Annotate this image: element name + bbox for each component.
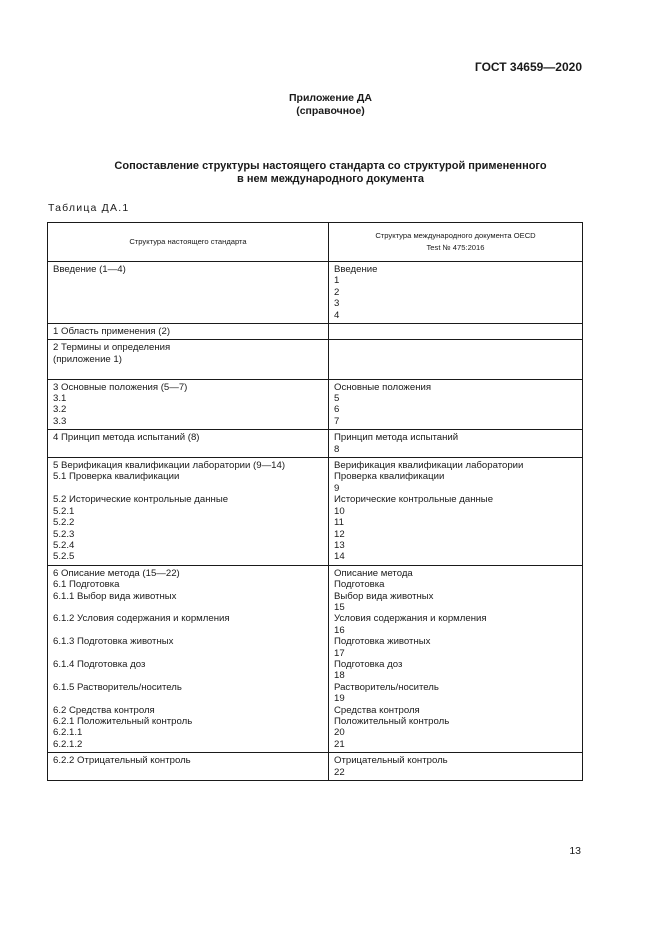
cell-line xyxy=(53,275,323,286)
section-title-line-1: Сопоставление структуры настоящего стандарта со структурой примененного xyxy=(114,160,547,172)
cell-line: Выбор вида животных xyxy=(334,590,434,602)
oecd-structure-cell xyxy=(329,430,583,458)
cell-line: Подготовка доз xyxy=(334,658,403,670)
cell-line: 5 xyxy=(334,393,340,405)
comparison-table xyxy=(47,222,583,781)
cell-line: Растворитель/носитель xyxy=(334,681,439,693)
table-row xyxy=(48,340,583,379)
header-right-cell xyxy=(329,223,583,262)
oecd-structure-cell xyxy=(329,262,583,324)
cell-line xyxy=(334,354,577,365)
standard-structure-cell xyxy=(48,379,329,430)
cell-line xyxy=(53,767,323,778)
cell-line: 6.1.4 Подготовка доз xyxy=(53,658,146,670)
cell-line xyxy=(53,483,323,494)
cell-line xyxy=(53,602,323,613)
cell-line: Верификация квалификации лаборатории xyxy=(334,460,524,472)
cell-line: 18 xyxy=(334,670,345,682)
cell-line xyxy=(53,298,323,309)
oecd-structure-cell xyxy=(329,565,583,753)
cell-line: 6.2.2 Отрицательный контроль xyxy=(53,755,191,767)
cell-line: 6.1 Подготовка xyxy=(53,579,120,591)
cell-line: 6.2.1.1 xyxy=(53,727,83,739)
cell-line: 5.2.3 xyxy=(53,528,75,540)
header-right-label-1: Структура международного документа OECD xyxy=(375,231,536,240)
cell-line: Условия содержания и кормления xyxy=(334,613,487,625)
document-id: ГОСТ 34659—2020 xyxy=(474,60,582,74)
section-title-line-2: в нем международного документа xyxy=(237,173,424,185)
cell-line: 13 xyxy=(334,539,345,551)
cell-line: Исторические контрольные данные xyxy=(334,494,494,506)
table-body xyxy=(48,262,583,781)
header-left-label: Структура настоящего стандарта xyxy=(129,237,247,246)
cell-line: Описание метода xyxy=(334,567,413,579)
standard-structure-cell xyxy=(48,565,329,753)
cell-line: 7 xyxy=(334,415,340,427)
header-left-cell xyxy=(48,223,329,262)
annex-title: Приложение ДА xyxy=(289,92,372,104)
cell-line: 15 xyxy=(334,601,345,613)
table-row xyxy=(48,324,583,340)
table-header-row xyxy=(48,223,583,262)
cell-line: Положительный контроль xyxy=(334,716,450,728)
cell-line xyxy=(53,693,323,704)
cell-line: 22 xyxy=(334,766,345,778)
cell-line: 5.2 Исторические контрольные данные xyxy=(53,494,229,506)
cell-line: 2 Термины и определения xyxy=(53,342,171,354)
cell-line: Основные положения xyxy=(334,381,432,393)
cell-line: 20 xyxy=(334,727,345,739)
cell-line: 16 xyxy=(334,624,345,636)
table-label: Таблица ДА.1 xyxy=(48,202,130,214)
cell-line: 6.1.3 Подготовка животных xyxy=(53,636,174,648)
cell-line: 17 xyxy=(334,647,345,659)
cell-line: Отрицательный контроль xyxy=(334,755,448,767)
cell-line xyxy=(53,365,323,376)
cell-line: 14 xyxy=(334,551,345,563)
table-row xyxy=(48,430,583,458)
cell-line: Принцип метода испытаний xyxy=(334,432,459,444)
cell-line: 5.2.5 xyxy=(53,551,75,563)
cell-line: Средства контроля xyxy=(334,704,420,716)
cell-line: 5.2.4 xyxy=(53,539,75,551)
cell-line: 8 xyxy=(334,443,340,455)
standard-structure-cell xyxy=(48,430,329,458)
standard-structure-cell xyxy=(48,262,329,324)
cell-line xyxy=(53,287,323,298)
cell-line: 3.2 xyxy=(53,404,67,416)
cell-line: 6.2 Средства контроля xyxy=(53,704,155,716)
cell-line: 3.3 xyxy=(53,415,67,427)
cell-line: 1 xyxy=(334,275,340,287)
table-row xyxy=(48,565,583,753)
cell-line: 21 xyxy=(334,738,345,750)
standard-structure-cell xyxy=(48,324,329,340)
cell-line: 6.1.1 Выбор вида животных xyxy=(53,590,177,602)
annex-heading xyxy=(0,92,661,118)
cell-line: 9 xyxy=(334,482,340,494)
cell-line: Подготовка животных xyxy=(334,636,431,648)
cell-line: 4 xyxy=(334,309,340,321)
standard-structure-cell xyxy=(48,458,329,566)
page-number: 13 xyxy=(569,845,581,857)
section-title xyxy=(60,160,601,186)
cell-line: Введение (1—4) xyxy=(53,264,126,275)
cell-line: 3 xyxy=(334,298,340,310)
annex-subtitle: (справочное) xyxy=(296,105,365,117)
cell-line: 5.2.2 xyxy=(53,517,75,529)
cell-line: 6.1.5 Растворитель/носитель xyxy=(53,681,182,693)
cell-line: 5.2.1 xyxy=(53,505,75,517)
cell-line xyxy=(53,625,323,636)
oecd-structure-cell xyxy=(329,458,583,566)
cell-line: 12 xyxy=(334,528,345,540)
cell-line: 6 Описание метода (15—22) xyxy=(53,567,180,579)
cell-line: 3 Основные положения (5—7) xyxy=(53,381,188,393)
cell-line xyxy=(53,670,323,681)
cell-line: 19 xyxy=(334,693,345,705)
cell-line: 1 Область применения (2) xyxy=(53,326,171,338)
cell-line xyxy=(334,326,577,337)
oecd-structure-cell xyxy=(329,340,583,379)
standard-structure-cell xyxy=(48,753,329,781)
cell-line xyxy=(53,444,323,455)
cell-line xyxy=(334,365,577,376)
oecd-structure-cell xyxy=(329,379,583,430)
cell-line: 6.1.2 Условия содержания и кормления xyxy=(53,613,230,625)
cell-line: (приложение 1) xyxy=(53,353,122,365)
table-row xyxy=(48,262,583,324)
cell-line xyxy=(53,310,323,321)
cell-line: 6 xyxy=(334,404,340,416)
cell-line: Введение xyxy=(334,264,378,275)
table-row xyxy=(48,458,583,566)
standard-structure-cell xyxy=(48,340,329,379)
oecd-structure-cell xyxy=(329,324,583,340)
cell-line xyxy=(334,342,577,353)
cell-line: 5.1 Проверка квалификации xyxy=(53,471,180,483)
table-row xyxy=(48,379,583,430)
cell-line: 4 Принцип метода испытаний (8) xyxy=(53,432,200,444)
cell-line: 5 Верификация квалификации лаборатории (9—14) xyxy=(53,460,286,472)
cell-line: 3.1 xyxy=(53,393,67,405)
oecd-structure-cell xyxy=(329,753,583,781)
cell-line: 6.2.1 Положительный контроль xyxy=(53,715,193,727)
cell-line: Подготовка xyxy=(334,579,385,591)
cell-line: 10 xyxy=(334,505,345,517)
cell-line xyxy=(53,648,323,659)
cell-line: 2 xyxy=(334,286,340,298)
cell-line: Проверка квалификации xyxy=(334,471,445,483)
header-right-label-2: Test № 475:2016 xyxy=(426,243,485,252)
table-row xyxy=(48,753,583,781)
cell-line: 6.2.1.2 xyxy=(53,738,83,750)
cell-line: 11 xyxy=(334,517,344,529)
